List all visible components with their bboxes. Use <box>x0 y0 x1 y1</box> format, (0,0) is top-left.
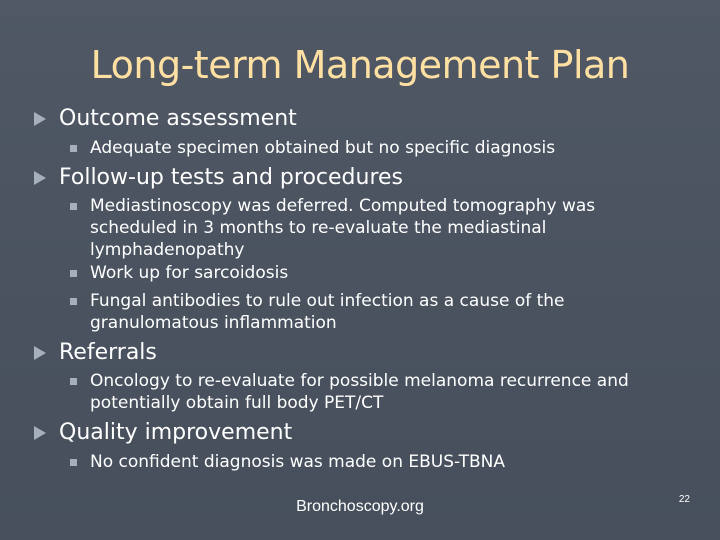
list-item <box>70 370 670 414</box>
list-item <box>70 195 630 261</box>
section-heading-label: Quality improvement <box>59 420 293 445</box>
square-bullet-icon <box>70 203 77 210</box>
list-item <box>70 290 610 334</box>
square-bullet-icon <box>70 298 77 305</box>
list-item-text: No confident diagnosis was made on EBUS-TBNA <box>90 452 505 472</box>
list-item <box>70 262 670 284</box>
arrow-bullet-icon <box>34 346 46 360</box>
list-item <box>70 137 670 159</box>
list-item-text: Mediastinoscopy was deferred. Computed tomography was scheduled in 3 months to re-evaluate the mediastinal lymphadenopathy <box>90 196 596 260</box>
arrow-bullet-icon <box>34 112 46 126</box>
section-heading-label: Referrals <box>59 340 157 365</box>
list-item-text: Oncology to re-evaluate for possible melanoma recurrence and potentially obtain full body PET/CT <box>90 371 629 413</box>
section-heading-label: Follow-up tests and procedures <box>59 165 404 190</box>
arrow-bullet-icon <box>34 426 46 440</box>
square-bullet-icon <box>70 270 77 277</box>
footer-text: Bronchoscopy.org <box>296 498 424 515</box>
section-heading-label: Outcome assessment <box>59 106 297 131</box>
arrow-bullet-icon <box>34 171 46 185</box>
square-bullet-icon <box>70 145 77 152</box>
square-bullet-icon <box>70 378 77 385</box>
footer <box>0 498 720 516</box>
page-number: 22 <box>678 494 690 505</box>
list-item <box>70 451 670 473</box>
square-bullet-icon <box>70 459 77 466</box>
list-item-text: Fungal antibodies to rule out infection as a cause of the granulomatous inflammation <box>90 291 565 333</box>
slide-title: Long-term Management Plan <box>90 43 630 87</box>
list-item-text: Work up for sarcoidosis <box>90 263 289 283</box>
list-item-text: Adequate specimen obtained but no specific diagnosis <box>90 138 556 158</box>
